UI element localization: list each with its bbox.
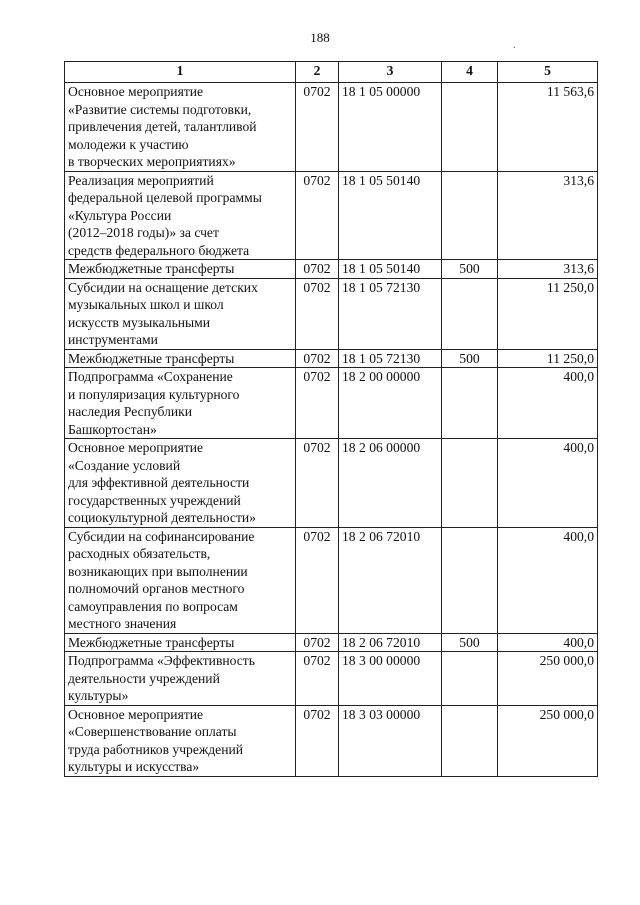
target-item-code-cell: 18 2 06 72010 bbox=[339, 633, 442, 652]
expense-type-cell bbox=[442, 705, 498, 776]
row-name-cell: Подпрограмма «Эффективность деятельности учреждений культуры» bbox=[65, 652, 296, 706]
table-row bbox=[65, 260, 598, 279]
row-name-cell: Субсидии на софинансирование расходных обязательств, возникающих при выполнении полномочий органов местного самоуправления по вопросам местного значения bbox=[65, 527, 296, 633]
row-name-cell: Межбюджетные трансферты bbox=[65, 349, 296, 368]
table-row bbox=[65, 652, 598, 706]
row-name-cell: Межбюджетные трансферты bbox=[65, 633, 296, 652]
expense-type-cell bbox=[442, 652, 498, 706]
section-code-cell: 0702 bbox=[296, 349, 339, 368]
target-item-code-cell: 18 2 06 00000 bbox=[339, 439, 442, 528]
amount-cell: 250 000,0 bbox=[498, 705, 598, 776]
target-item-code-cell: 18 1 05 00000 bbox=[339, 83, 442, 172]
amount-cell: 250 000,0 bbox=[498, 652, 598, 706]
expense-type-cell bbox=[442, 83, 498, 172]
target-item-code-cell: 18 1 05 72130 bbox=[339, 278, 442, 349]
amount-cell: 313,6 bbox=[498, 171, 598, 260]
page-number: 188 bbox=[310, 30, 330, 45]
scan-mark: . bbox=[513, 40, 516, 51]
table-row bbox=[65, 633, 598, 652]
amount-cell: 11 250,0 bbox=[498, 349, 598, 368]
table-row bbox=[65, 368, 598, 439]
expense-type-cell bbox=[442, 278, 498, 349]
expense-type-cell bbox=[442, 368, 498, 439]
table-row bbox=[65, 349, 598, 368]
row-name-cell: Реализация мероприятий федеральной целевой программы «Культура России (2012–2018 годы)» за счет средств федерального бюджета bbox=[65, 171, 296, 260]
table-row bbox=[65, 705, 598, 776]
expense-type-cell bbox=[442, 527, 498, 633]
table-row bbox=[65, 171, 598, 260]
target-item-code-cell: 18 1 05 72130 bbox=[339, 349, 442, 368]
budget-table bbox=[64, 61, 598, 777]
target-item-code-cell: 18 2 00 00000 bbox=[339, 368, 442, 439]
target-item-code-cell: 18 3 03 00000 bbox=[339, 705, 442, 776]
amount-cell: 400,0 bbox=[498, 527, 598, 633]
expense-type-cell bbox=[442, 171, 498, 260]
table-row bbox=[65, 527, 598, 633]
table-row bbox=[65, 83, 598, 172]
section-code-cell: 0702 bbox=[296, 171, 339, 260]
section-code-cell: 0702 bbox=[296, 260, 339, 279]
target-item-code-cell: 18 3 00 00000 bbox=[339, 652, 442, 706]
row-name-cell: Основное мероприятие «Совершенствование оплаты труда работников учреждений культуры и искусства» bbox=[65, 705, 296, 776]
header-cell: 3 bbox=[339, 62, 442, 83]
amount-cell: 11 250,0 bbox=[498, 278, 598, 349]
section-code-cell: 0702 bbox=[296, 633, 339, 652]
amount-cell: 400,0 bbox=[498, 439, 598, 528]
row-name-cell: Основное мероприятие «Развитие системы подготовки, привлечения детей, талантливой молодежи к участию в творческих мероприятиях» bbox=[65, 83, 296, 172]
target-item-code-cell: 18 1 05 50140 bbox=[339, 260, 442, 279]
section-code-cell: 0702 bbox=[296, 368, 339, 439]
row-name-cell: Основное мероприятие «Создание условий для эффективной деятельности государственных учреждений социокультурной деятельности» bbox=[65, 439, 296, 528]
header-cell: 4 bbox=[442, 62, 498, 83]
header-cell: 1 bbox=[65, 62, 296, 83]
section-code-cell: 0702 bbox=[296, 278, 339, 349]
header-row bbox=[65, 62, 598, 83]
table-row bbox=[65, 278, 598, 349]
row-name-cell: Подпрограмма «Сохранение и популяризация культурного наследия Республики Башкортостан» bbox=[65, 368, 296, 439]
expense-type-cell: 500 bbox=[442, 349, 498, 368]
row-name-cell: Межбюджетные трансферты bbox=[65, 260, 296, 279]
table-row bbox=[65, 439, 598, 528]
section-code-cell: 0702 bbox=[296, 83, 339, 172]
expense-type-cell: 500 bbox=[442, 260, 498, 279]
amount-cell: 400,0 bbox=[498, 368, 598, 439]
amount-cell: 11 563,6 bbox=[498, 83, 598, 172]
expense-type-cell: 500 bbox=[442, 633, 498, 652]
target-item-code-cell: 18 1 05 50140 bbox=[339, 171, 442, 260]
target-item-code-cell: 18 2 06 72010 bbox=[339, 527, 442, 633]
amount-cell: 313,6 bbox=[498, 260, 598, 279]
section-code-cell: 0702 bbox=[296, 439, 339, 528]
amount-cell: 400,0 bbox=[498, 633, 598, 652]
expense-type-cell bbox=[442, 439, 498, 528]
row-name-cell: Субсидии на оснащение детских музыкальных школ и школ искусств музыкальными инструментами bbox=[65, 278, 296, 349]
section-code-cell: 0702 bbox=[296, 652, 339, 706]
section-code-cell: 0702 bbox=[296, 705, 339, 776]
table-body bbox=[65, 83, 598, 777]
section-code-cell: 0702 bbox=[296, 527, 339, 633]
header-cell: 5 bbox=[498, 62, 598, 83]
header-cell: 2 bbox=[296, 62, 339, 83]
